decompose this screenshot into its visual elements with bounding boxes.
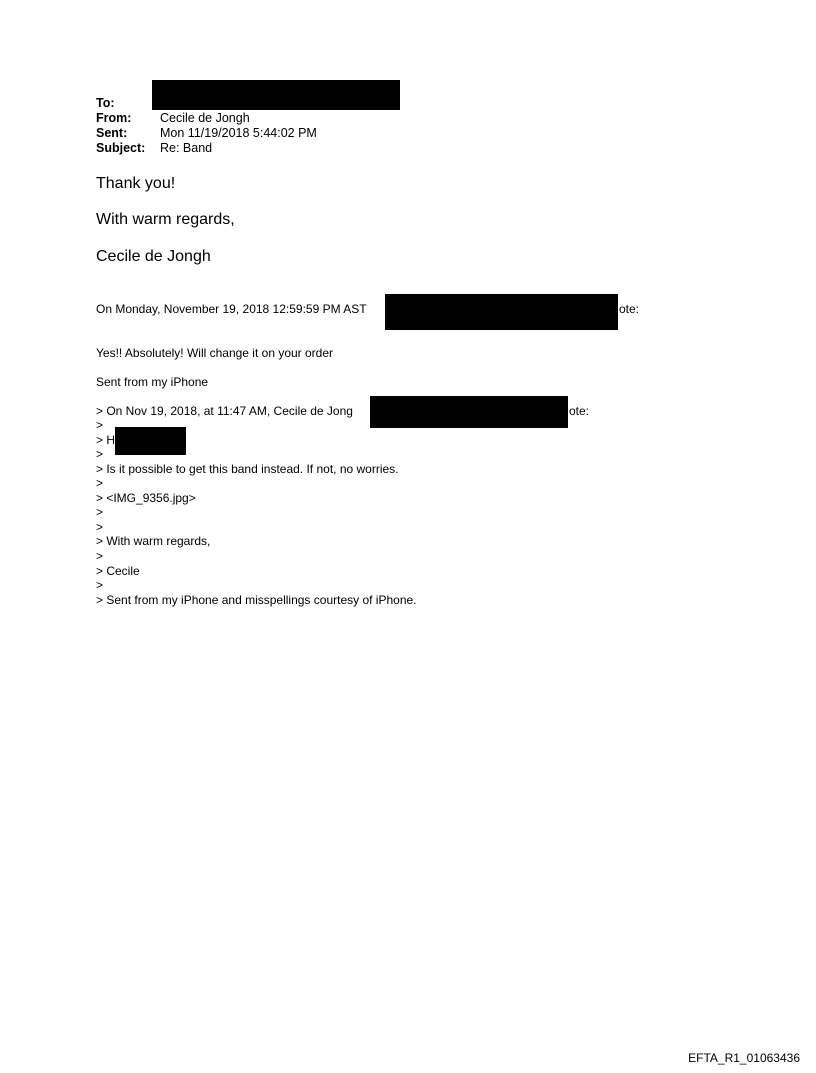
- reply-intro-start: On Monday, November 19, 2018 12:59:59 PM AST: [96, 302, 367, 316]
- quoted-intro-start: > On Nov 19, 2018, at 11:47 AM, Cecile de Jong: [96, 404, 353, 418]
- quoted-line: > With warm regards,: [96, 534, 211, 548]
- quoted-attachment: > <IMG_9356.jpg>: [96, 491, 196, 505]
- to-label: To:: [96, 96, 115, 110]
- sent-label: Sent:: [96, 126, 128, 140]
- redaction-box-recipient: [152, 80, 400, 110]
- from-row: [96, 111, 250, 126]
- quoted-intro-end: ote:: [569, 404, 590, 418]
- subject-row: [96, 141, 212, 156]
- quoted-line: > H: [96, 433, 116, 447]
- quoted-line: >: [96, 447, 104, 461]
- body-thank-you: Thank you!: [96, 175, 176, 192]
- quoted-line: >: [96, 520, 104, 534]
- redaction-box-greeting-name: [115, 427, 186, 455]
- redaction-box-quoted-sender: [370, 396, 568, 428]
- body-closing: With warm regards,: [96, 211, 235, 228]
- quoted-line: >: [96, 549, 104, 563]
- redaction-box-reply-sender: [385, 294, 618, 330]
- reply-intro-end: ote:: [619, 302, 640, 316]
- to-row: [96, 96, 160, 111]
- reply-line-1: Yes!! Absolutely! Will change it on your order: [96, 346, 334, 360]
- quoted-line: >: [96, 418, 104, 432]
- quoted-line: > Sent from my iPhone and misspellings courtesy of iPhone.: [96, 593, 417, 607]
- quoted-line: >: [96, 505, 104, 519]
- subject-value: Re: Band: [160, 141, 213, 155]
- quoted-line: >: [96, 578, 104, 592]
- quoted-line: > Is it possible to get this band instead. If not, no worries.: [96, 462, 399, 476]
- quoted-line: > Cecile: [96, 564, 140, 578]
- sent-row: [96, 126, 317, 141]
- from-label: From:: [96, 111, 132, 125]
- quoted-line: >: [96, 476, 104, 490]
- sent-value: Mon 11/19/2018 5:44:02 PM: [160, 126, 317, 140]
- subject-label: Subject:: [96, 141, 146, 155]
- from-value: Cecile de Jongh: [160, 111, 250, 125]
- body-signature: Cecile de Jongh: [96, 248, 211, 265]
- document-id: EFTA_R1_01063436: [688, 1051, 800, 1065]
- reply-line-2: Sent from my iPhone: [96, 375, 209, 389]
